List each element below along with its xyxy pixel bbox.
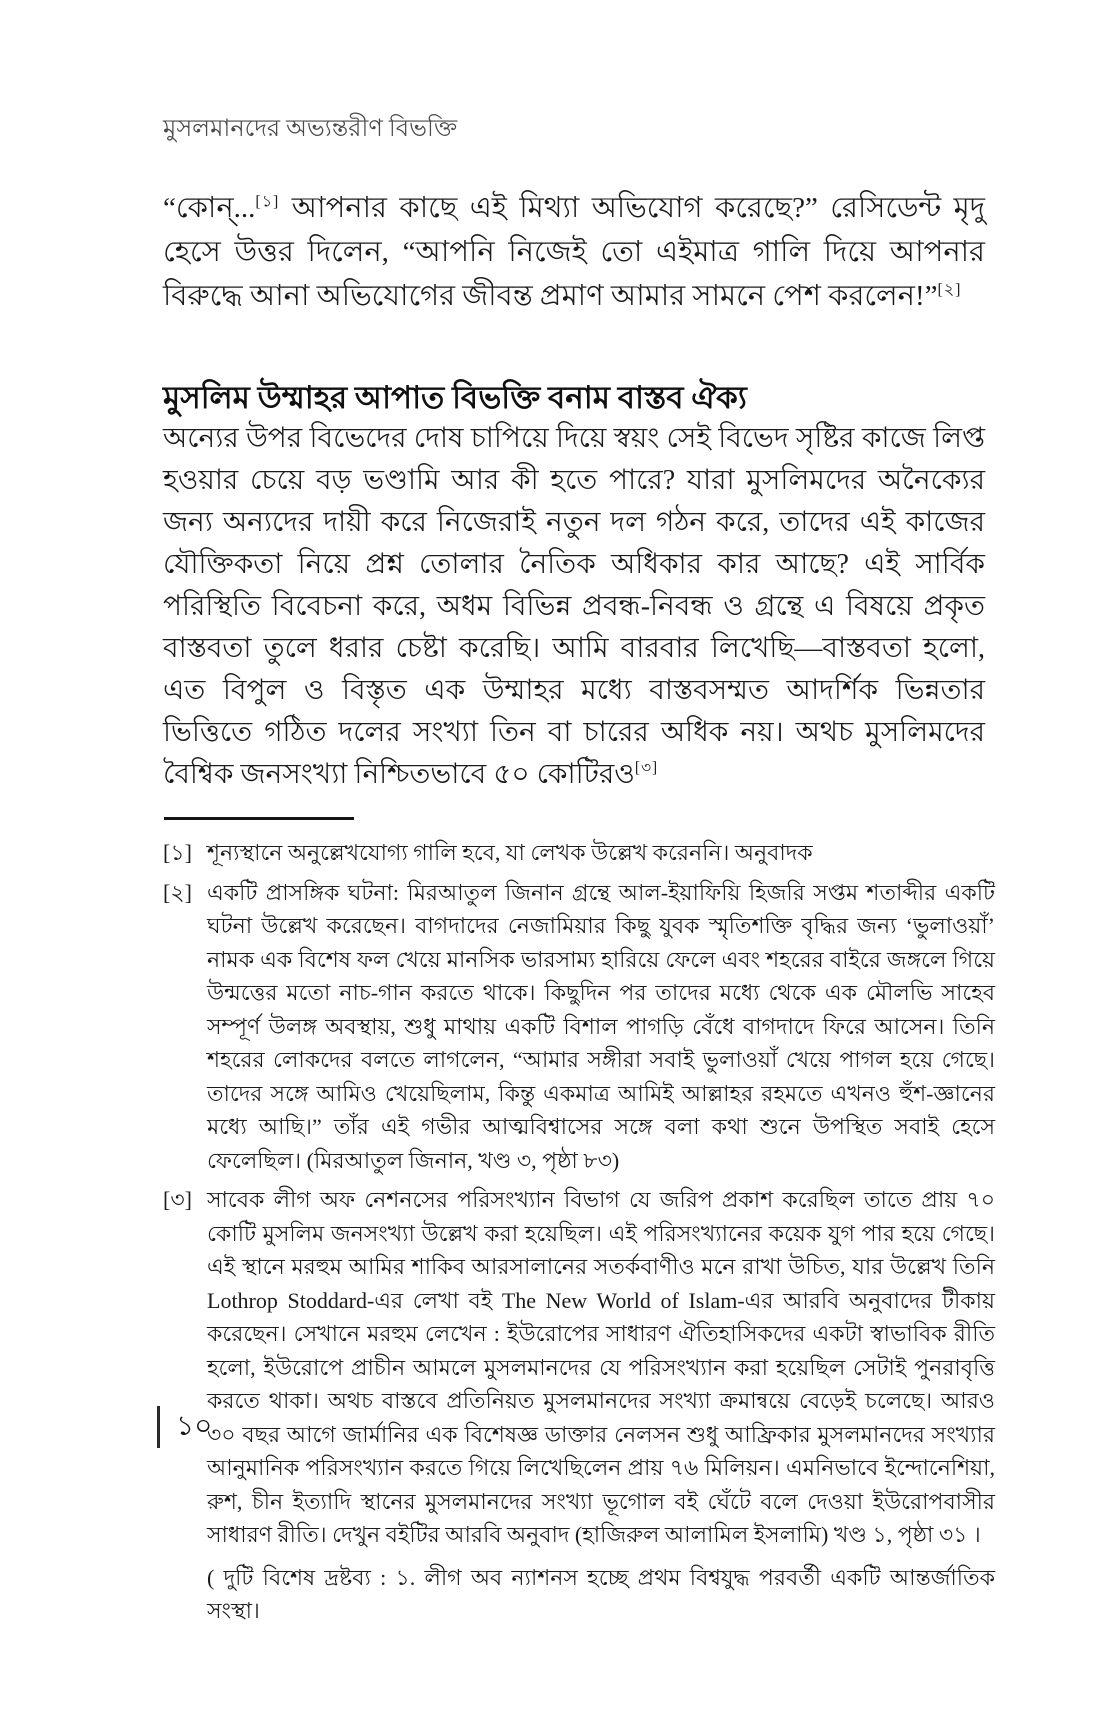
body-text: অন্যের উপর বিভেদের দোষ চাপিয়ে দিয়ে স্বয়ং সেই বিভেদ সৃষ্টির কাজে লিপ্ত হওয়ার চেয়ে বড় ভণ্ডামি আর কী হতে পারে? যারা মুসলিমদের অনৈক্যের জন্য অন্যদের দায়ী করে নিজেরাই নতুন দল গঠন করে, তাদের এই কাজের যৌক্তিকতা নিয়ে প্রশ্ন তোলার নৈতিক অধিকার কার আছে? এই সার্বিক পরিস্থিতি বিবেচনা করে, অধম বিভিন্ন প্রবন্ধ-নিবন্ধ ও গ্রন্থে এ বিষয়ে প্রকৃত বাস্তবতা তুলে ধরার চেষ্টা করেছি। আমি বারবার লিখেছি—বাস্তবতা হলো, এত বিপুল ও বিস্তৃত এক উম্মাহর মধ্যে বাস্তবসম্মত আদর্শিক ভিন্নতার ভিত্তিতে গঠিত দলের সংখ্যা তিন বা চারের অধিক নয়। অথচ মুসলিমদের বৈশ্বিক জনসংখ্যা নিশ্চিতভাবে ৫০ কোটিরও (163, 423, 985, 790)
intro-text-part2: আপনার কাছে এই মিথ্যা অভিযোগ করেছে?” রেসিডেন্ট মৃদু হেসে উত্তর দিলেন, “আপনি নিজেই তো এইমাত্র গালি দিয়ে আপনার বিরুদ্ধে আনা অভিযোগের জীবন্ত প্রমাণ আমার সামনে পেশ করলেন!” (163, 192, 985, 312)
footnote-1-text: শূন্যস্থানে অনুল্লেখযোগ্য গালি হবে, যা লেখক উল্লেখ করেননি। অনুবাদক (207, 840, 813, 865)
page-number: ১০ (157, 1406, 212, 1448)
footnote-3 (163, 1183, 995, 1628)
footnote-divider-rule (164, 817, 354, 820)
intro-text-part1: “কোন্... (163, 192, 256, 224)
footnote-2-text: একটি প্রাসঙ্গিক ঘটনা: মিরআতুল জিনান গ্রন্থে আল-ইয়াফিয়ি হিজরি সপ্তম শতাব্দীর একটি ঘটনা উল্লেখ করেছেন। বাগদাদের নেজামিয়ার কিছু যুবক স্মৃতিশক্তি বৃদ্ধির জন্য ‘ভুলাওয়াঁ’ নামক এক বিশেষ ফল খেয়ে মানসিক ভারসাম্য হারিয়ে ফেলে এবং শহরের বাইরে জঙ্গলে গিয়ে উন্মত্তের মতো নাচ-গান করতে থাকে। কিছুদিন পর তাদের মধ্যে থেকে এক মৌলভি সাহেব সম্পূর্ণ উলঙ্গ অবস্থায়, শুধু মাথায় একটি বিশাল পাগড়ি বেঁধে বাগদাদে ফিরে আসেন। তিনি শহরের লোকদের বলতে লাগলেন, “আমার সঙ্গীরা সবাই ভুলাওয়াঁ খেয়ে পাগল হয়ে গেছে। তাদের সঙ্গে আমিও খেয়েছিলাম, কিন্তু একমাত্র আমিই আল্লাহর রহমতে এখনও হুঁশ-জ্ঞানের মধ্যে আছি।” তাঁর এই গভীর আত্মবিশ্বাসের সঙ্গে বলা কথা শুনে উপস্থিত সবাই হেসে ফেলেছিল। (মিরআতুল জিনান, খণ্ড ৩, পৃষ্ঠা ৮৩) (207, 879, 995, 1173)
footnotes-section (163, 836, 995, 1634)
footnote-ref-2: [২] (937, 281, 962, 299)
footnote-ref-3: [৩] (634, 759, 659, 777)
running-header-title: মুসলমানদের অভ্যন্তরীণ বিভক্তি (163, 116, 458, 142)
footnote-2 (163, 876, 995, 1178)
footnote-3-marker: [৩] (163, 1187, 192, 1212)
section-heading: মুসলিম উম্মাহর আপাত বিভক্তি বনাম বাস্তব ঐক্য (163, 379, 747, 415)
footnote-3-text: সাবেক লীগ অফ নেশনসের পরিসংখ্যান বিভাগ যে জরিপ প্রকাশ করেছিল তাতে প্রায় ৭০ কোটি মুসলিম জনসংখ্যা উল্লেখ করা হয়েছিল। এই পরিসংখ্যানের কয়েক যুগ পার হয়ে গেছে। এই স্থানে মরহুম আমির শাকিব আরসালানের সতর্কবাণীও মনে রাখা উচিত, যার উল্লেখ তিনি Lothrop Stoddard-এর লেখা বই The New World of Islam-এর আরবি অনুবাদের টীকায় করেছেন। সেখানে মরহুম লেখেন : ইউরোপের সাধারণ ঐতিহাসিকদের একটা স্বাভাবিক রীতি হলো, ইউরোপে প্রাচীন আমলে মুসলমানদের যে পরিসংখ্যান করা হয়েছিল সেটাই পুনরাবৃত্তি করতে থাকা। অথচ বাস্তবে প্রতিনিয়ত মুসলমানদের সংখ্যা ক্রমান্বয়ে বেড়েই চলেছে। আরও ৩০ বছর আগে জার্মানির এক বিশেষজ্ঞ ডাক্তার নেলসন শুধু আফ্রিকার মুসলমানদের সংখ্যার আনুমানিক পরিসংখ্যান করতে গিয়ে লিখেছিলেন প্রায় ৭৬ মিলিয়ন। এমনিভাবে ইন্দোনেশিয়া, রুশ, চীন ইত্যাদি স্থানের মুসলমানদের সংখ্যা ভূগোল বই ঘেঁটে বলে দেওয়া ইউরোপবাসীর সাধারণ রীতি। দেখুন বইটির আরবি অনুবাদ (হাজিরুল আলামিল ইসলামি) খণ্ড ১, পৃষ্ঠা ৩১ । (207, 1187, 995, 1547)
footnote-1 (163, 836, 995, 870)
footnote-1-marker: [১] (163, 840, 192, 865)
body-paragraph (163, 418, 985, 796)
intro-paragraph (163, 186, 985, 318)
footnote-3-extra-note: ( দুটি বিশেষ দ্রষ্টব্য : ১. লীগ অব ন্যাশনস হচ্ছে প্রথম বিশ্বযুদ্ধ পরবর্তী একটি আন্তর্জাতিক সংস্থা। (207, 1564, 995, 1623)
footnote-2-marker: [২] (163, 879, 192, 905)
footnote-ref-1: [১] (255, 193, 280, 211)
